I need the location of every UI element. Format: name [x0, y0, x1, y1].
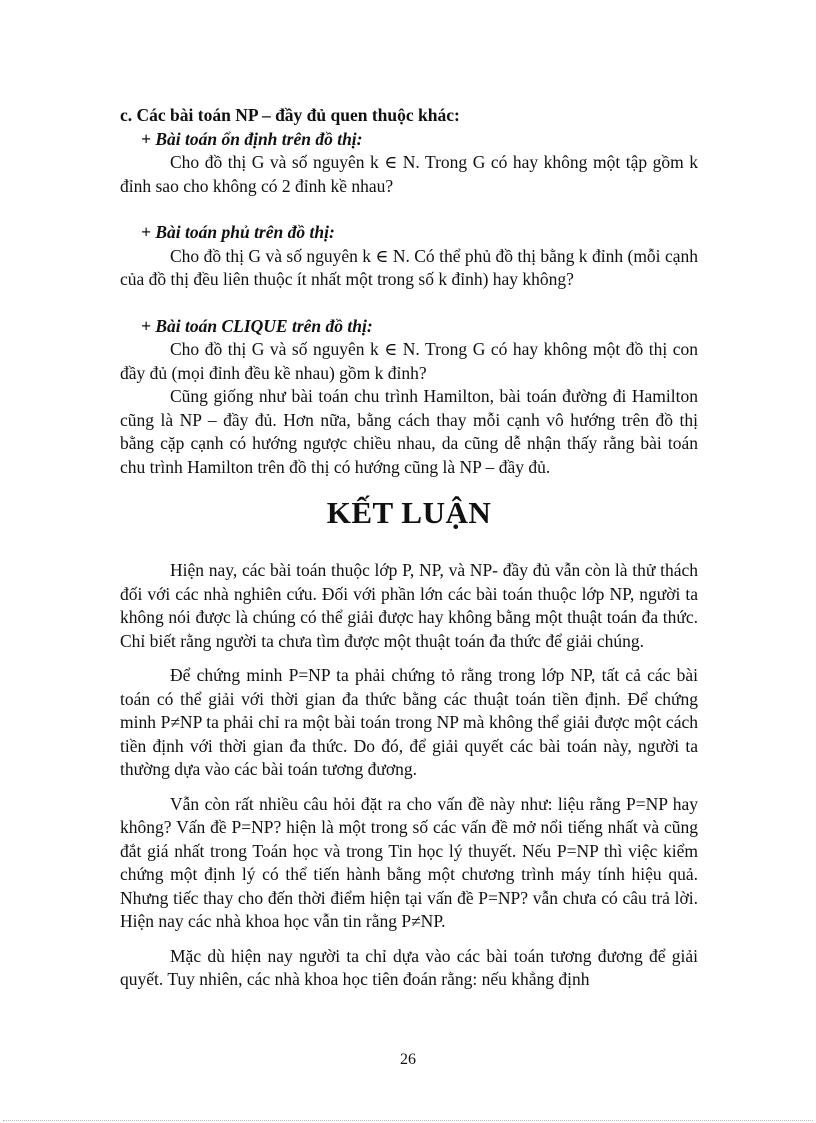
section-heading: c. Các bài toán NP – đầy đủ quen thuộc khác:: [120, 105, 460, 125]
spacer: [120, 653, 698, 664]
conclusion-paragraph-4: Mặc dù hiện nay người ta chỉ dựa vào các bài toán tương đương để giải quyết. Tuy nhiên, các nhà khoa học tiên đoán rằng: nếu khẳng định: [120, 945, 698, 989]
conclusion-paragraph-1: Hiện nay, các bài toán thuộc lớp P, NP, và NP- đầy đủ vẫn còn là thử thách đối với các nhà nghiên cứu. Đối với phần lớn các bài toán thuộc lớp NP, người ta không nói được là chúng có thể giải được hay không bằng một thuật toán đa thức. Chỉ biết rằng người ta chưa tìm được một thuật toán đa thức để giải chúng.: [120, 560, 698, 651]
problem-title-clique: + Bài toán CLIQUE trên đồ thị:: [141, 315, 373, 336]
spacer: [120, 292, 698, 315]
conclusion-paragraph-2: Để chứng minh P=NP ta phải chứng tỏ rằng trong lớp NP, tất cả các bài toán có thể giải với thời gian đa thức bằng các thuật toán tiền định. Để chứng minh P≠NP ta phải chỉ ra một bài toán trong NP mà không thể giải được một cách tiền định với thời gian đa thức. Do đó, để giải quyết các bài toán này, người ta thường dựa vào các bài toán tương đương.: [120, 665, 698, 779]
page-content: [120, 104, 698, 992]
problem-title-stable-set: + Bài toán ổn định trên đồ thị:: [141, 128, 363, 149]
page-number: 26: [400, 1051, 416, 1068]
problem-body-clique: Cho đồ thị G và số nguyên k ∈ N. Trong G có hay không một đồ thị con đầy đủ (mọi đỉnh đều kề nhau) gồm k đỉnh?: [120, 339, 698, 383]
spacer: [120, 198, 698, 221]
conclusion-paragraph-3: Vẫn còn rất nhiều câu hỏi đặt ra cho vấn đề này như: liệu rằng P=NP hay không? Vấn đề P=NP? hiện là một trong số các vấn đề mở nổi tiếng nhất và cũng đắt giá nhất trong Toán học và trong Tin học lý thuyết. Nếu P=NP thì việc kiểm chứng một định lý có thể tiến hành bằng một chương trình máy tính hiệu quả. Nhưng tiếc thay cho đến thời điểm hiện tại vấn đề P=NP? vẫn chưa có câu trả lời. Hiện nay các nhà khoa học vẫn tin rằng P≠NP.: [120, 793, 698, 931]
spacer: [120, 934, 698, 945]
problem-body-vertex-cover: Cho đồ thị G và số nguyên k ∈ N. Có thể phủ đồ thị bằng k đỉnh (mỗi cạnh của đồ thị đều liên thuộc ít nhất một trong số k đỉnh) hay không?: [120, 245, 698, 289]
spacer: [120, 782, 698, 793]
problem-title-vertex-cover: + Bài toán phủ trên đồ thị:: [141, 222, 335, 242]
problem-body-stable-set: Cho đồ thị G và số nguyên k ∈ N. Trong G có hay không một tập gồm k đỉnh sao cho không có 2 đỉnh kề nhau?: [120, 152, 698, 196]
page-bottom-divider: [3, 1120, 813, 1121]
conclusion-title: KẾT LUẬN: [326, 495, 492, 530]
section-closing-paragraph: Cũng giống như bài toán chu trình Hamilton, bài toán đường đi Hamilton cũng là NP – đầy đủ. Hơn nữa, bằng cách thay mỗi cạnh vô hướng trên đồ thị bằng cặp cạnh có hướng ngược chiều nhau, da cũng dễ nhận thấy rằng bài toán chu trình Hamilton trên đồ thị có hướng cũng là NP – đầy đủ.: [120, 386, 698, 477]
